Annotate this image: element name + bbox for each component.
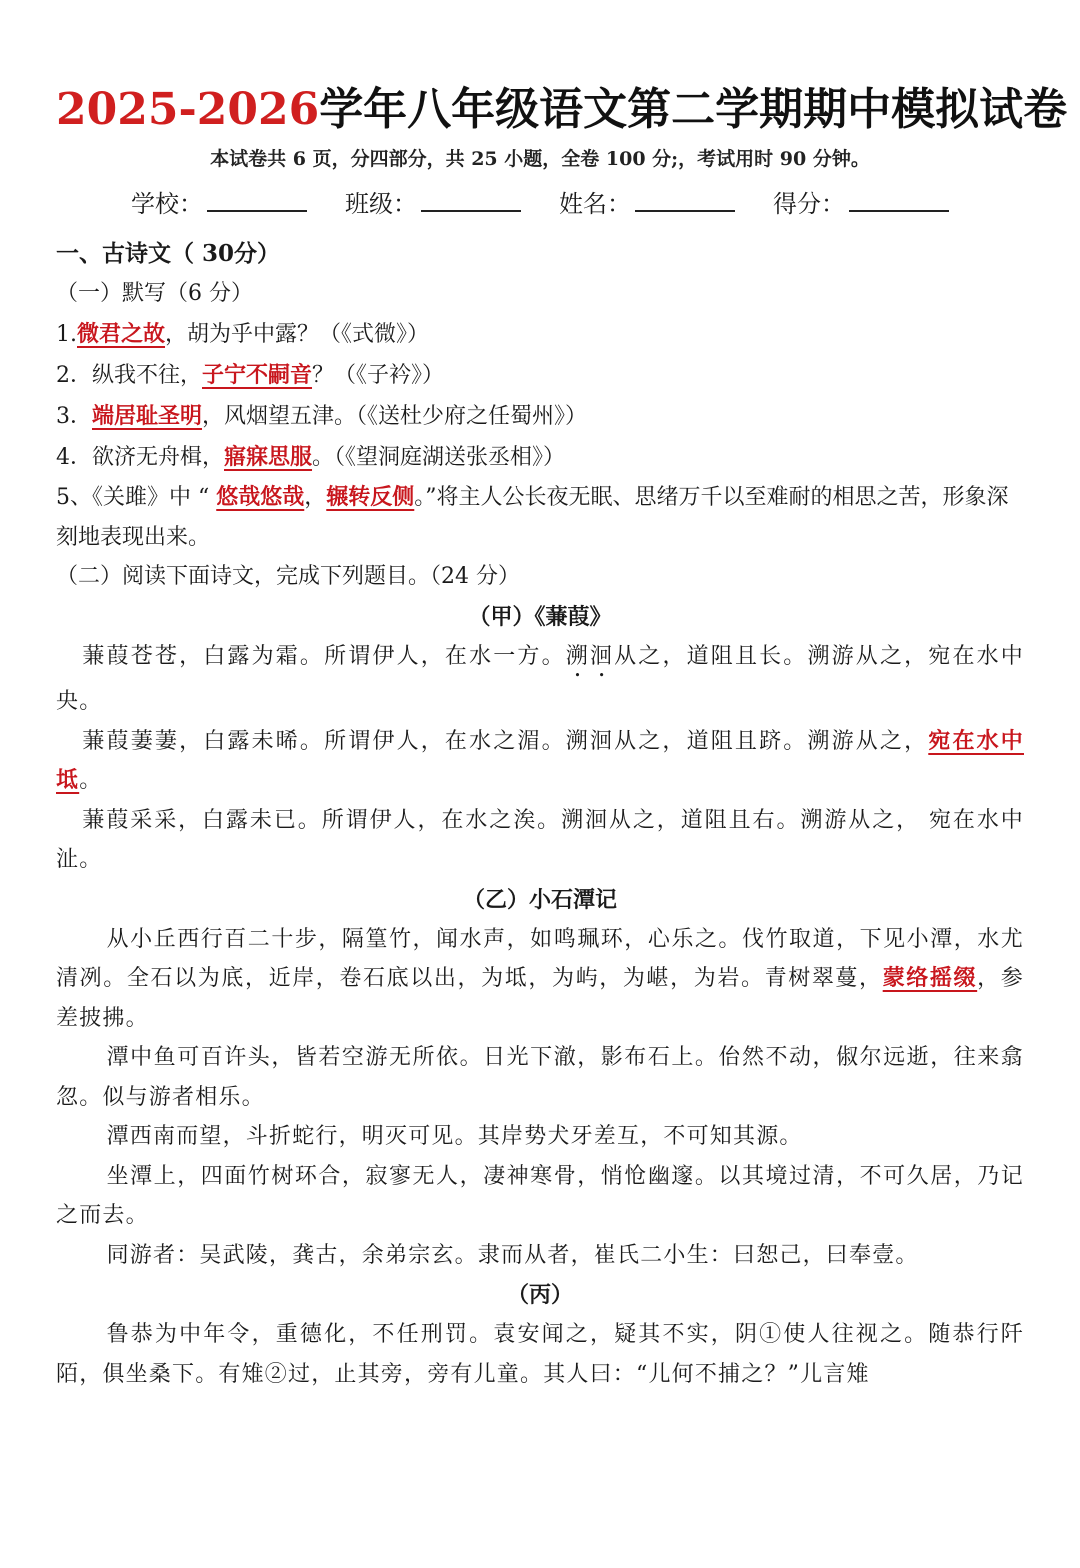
class-label: 班级：	[345, 190, 417, 218]
title-text: 学年八年级语文第二学期期中模拟试卷	[319, 84, 1068, 135]
question-5: 5、《关雎》中 “ 悠哉悠哉，辗转反侧。”将主人公长夜无眠、思绪万千以至难耐的相思之苦，形象深刻地表现出来。	[56, 484, 1009, 550]
title-year: 2025-2026	[56, 84, 320, 135]
answer-1: 微君之故	[77, 321, 166, 347]
answer-2: 子宁不嗣音	[202, 362, 313, 388]
school-label: 学校：	[131, 190, 203, 218]
answer-5b: 辗转反侧	[326, 484, 415, 510]
answer-4: 寤寐思服	[224, 444, 313, 470]
name-label: 姓名：	[559, 190, 631, 218]
exam-instructions: 本试卷共 6 页，分四部分，共 25 小题，全卷 100 分;，考试用时 90 分钟。	[210, 148, 870, 170]
passage-jia-heading: （甲）《蒹葭》	[468, 604, 612, 630]
score-label: 得分：	[773, 190, 845, 218]
name-blank[interactable]	[635, 186, 735, 212]
question-1: 1.微君之故，胡为乎中露？（《式微》）	[56, 321, 430, 347]
dotted-word: 溯洄	[565, 644, 615, 669]
answer-jia: 宛在水中坻	[56, 727, 1024, 793]
yi-paragraph-1: 从小丘西行百二十步，隔篁竹，闻水声，如鸣珮环，心乐之。伐竹取道，下见小潭，水尤清冽。全石以为底，近岸，卷石底以出，为坻，为屿，为嵁，为岩。青树翠蔓，蒙络摇缀，参差披拂。	[56, 926, 1024, 1031]
school-blank[interactable]	[207, 186, 307, 212]
score-field	[773, 186, 949, 222]
class-blank[interactable]	[421, 186, 521, 212]
section-heading-classical: 一、古诗文（ 30分）	[56, 240, 281, 267]
answer-5a: 悠哉悠哉	[216, 484, 305, 510]
subsection-dictation: （一）默写（6 分）	[56, 281, 253, 306]
jia-paragraph-2: 蒹葭萋萋，白露未晞。所谓伊人，在水之湄。溯洄从之，道阻且跻。溯游从之，宛在水中坻。	[56, 727, 1024, 793]
answer-yi: 蒙络摇缀	[882, 965, 978, 991]
yi-paragraph-4: 坐潭上，四面竹树环合，寂寥无人，凄神寒骨，悄怆幽邃。以其境过清，不可久居，乃记之而去。	[56, 1163, 1024, 1228]
class-field	[345, 186, 521, 222]
question-2: 2．纵我不往，子宁不嗣音？（《子衿》）	[56, 362, 445, 388]
page-title	[56, 82, 1068, 138]
passage-yi-heading: （乙）小石潭记	[462, 886, 617, 913]
school-field	[131, 186, 307, 222]
student-info-row	[56, 186, 1024, 222]
yi-paragraph-3: 潭西南而望，斗折蛇行，明灭可见。其岸势犬牙差互，不可知其源。	[106, 1124, 803, 1149]
passage-bing-heading: （丙）	[506, 1282, 573, 1308]
jia-paragraph-1: 蒹葭苍苍，白露为霜。所谓伊人，在水一方。溯洄从之，道阻且长。溯游从之，宛在水中央。	[56, 644, 1024, 714]
bing-paragraph-1: 鲁恭为中年令，重德化，不任刑罚。袁安闻之，疑其不实，阴①使人往视之。随恭行阡陌，俱坐桑下。有雉②过，止其旁，旁有儿童。其人曰：“儿何不捕之？”儿言雉	[56, 1322, 1024, 1387]
answer-3: 端居耻圣明	[92, 403, 203, 429]
yi-paragraph-5: 同游者：吴武陵，龚古，余弟宗玄。隶而从者，崔氏二小生：曰恕己，曰奉壹。	[106, 1242, 919, 1268]
score-blank[interactable]	[849, 186, 949, 212]
question-4: 4．欲济无舟楫，寤寐思服。（《望洞庭湖送张丞相》）	[56, 444, 566, 470]
question-3: 3．端居耻圣明，风烟望五津。（《送杜少府之任蜀州》）	[56, 403, 588, 429]
jia-paragraph-3: 蒹葭采采，白露未已。所谓伊人，在水之涘。溯洄从之，道阻且右。溯游从之， 宛在水中沚。	[56, 807, 1024, 872]
exam-page	[0, 82, 1080, 1568]
name-field	[559, 186, 735, 222]
subsection-reading: （二）阅读下面诗文，完成下列题目。（24 分）	[56, 564, 520, 589]
yi-paragraph-2: 潭中鱼可百许头，皆若空游无所依。日光下澈，影布石上。佁然不动，俶尔远逝，往来翕忽。似与游者相乐。	[56, 1045, 1024, 1110]
